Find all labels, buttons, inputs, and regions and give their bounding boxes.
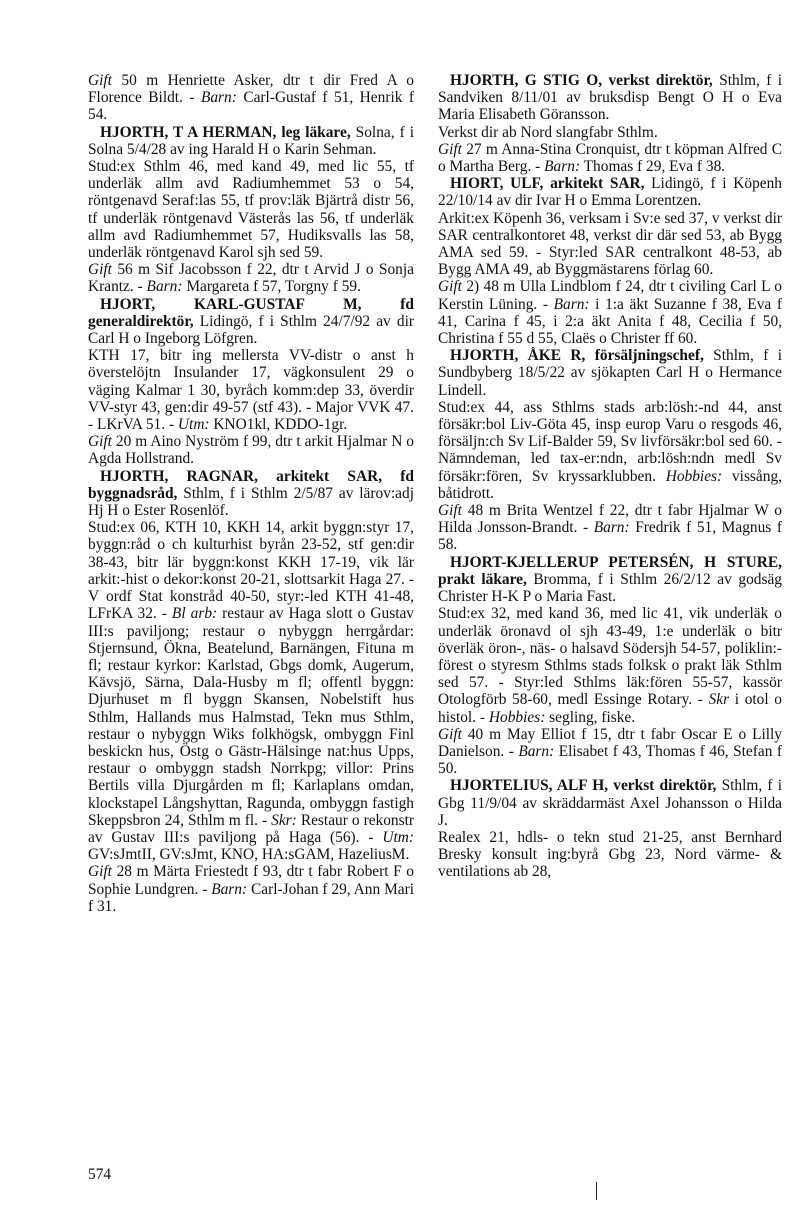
field-label: Barn: (593, 519, 630, 537)
entry-paragraph (88, 261, 414, 295)
entry-text: 48 m Brita Wentzel f 22, dtr t fabr Hjalmar W o Hilda Jonsson-Brandt. - (438, 502, 782, 537)
entry-name: HJORTH, G STIG O, verkst direktör, (450, 72, 713, 89)
entry-heading-paragraph (438, 72, 782, 124)
entry-text: i 1:a äkt Suzanne f 38, Eva f 41, Carina f 45, i 2:a äkt Anita f 48, Cecilia f 50, Christina f 55 d 55, Claës o Christer ff 60. (438, 295, 782, 348)
entry-name: HIORT, ULF, arkitekt SAR, (450, 175, 645, 193)
entry-paragraph (88, 158, 414, 261)
entry-text: Restaur o rekonstr av Gustav III:s paviljong på Haga (56). - (88, 811, 415, 846)
entry-heading-paragraph (438, 347, 782, 399)
entry-name: HJORTH, T A HERMAN, leg läkare, (100, 123, 351, 141)
entry-paragraph (438, 605, 782, 725)
field-label: Utm: (382, 828, 414, 846)
field-label: Gift (438, 725, 462, 743)
entry-text: 27 m Anna-Stina Cronquist, dtr t köpman Alfred C o Martha Berg. - (438, 140, 782, 176)
entry-text: Arkit:ex Köpenh 36, verksam i Sv:e sed 37, v verkst dir SAR centralkontoret 48, verkst dir där sed 53, ab Bygg AMA sed 59. - Styr:led SAR centralkont 48-53, ab Bygg AMA 49, ab Byggmästarens förlag 60. (438, 209, 782, 279)
entry-paragraph (438, 829, 782, 881)
entry-paragraph (88, 433, 414, 467)
entry-text: Bromma, f i Sthlm 26/2/12 av godsäg Christer H-K P o Maria Fast. (438, 570, 783, 606)
field-label: Hobbies: (665, 467, 723, 485)
entry-text: Realex 21, hdls- o tekn stud 21-25, anst Bernhard Bresky konsult ing:byrå Gbg 23, Nord värme- & ventilations ab 28, (438, 828, 782, 881)
entry-paragraph (438, 210, 782, 279)
entry-text: Lidingö, f i Köpenh 22/10/14 av dir Ivar H o Emma Lorentzen. (438, 175, 782, 210)
field-label: Barn: (211, 880, 248, 898)
entry-text: i otol o histol. - (438, 691, 782, 726)
entry-heading-paragraph (438, 554, 782, 606)
entry-paragraph (88, 72, 414, 124)
field-label: Gift (88, 863, 112, 881)
entry-name: HJORTH, ÅKE R, försäljningschef, (450, 347, 704, 365)
entry-paragraph (438, 399, 782, 502)
entry-text: 56 m Sif Jacobsson f 22, dtr t Arvid J o Sonja Krantz. - (88, 261, 414, 296)
field-label: Barn: (553, 295, 590, 313)
entry-text: Stud:ex 32, med kand 36, med lic 41, vik underläk o underläk öronavd ol sjh 43-49, 1:e underläk o bitr överläk öron-, näs- o halsavd Södersjh 54-57, poliklin:-förest o styresm Sthlms stads folksk o prakt läk Sthlm sed 57. - Styr:led Sthlms läk:fören 55-57, kassör Otologförb 58-60, medl Essinge Rotary. - (438, 605, 782, 709)
field-label: Gift (88, 72, 112, 89)
field-label: Barn: (146, 278, 183, 296)
entry-paragraph (438, 141, 782, 175)
entry-paragraph (88, 347, 414, 433)
entry-name: HJORT-KJELLERUP PETERSÉN, H STURE, prakt läkare, (438, 553, 782, 588)
entry-text: Carl-Johan f 29, Ann Mari f 31. (88, 880, 414, 915)
entry-text: Fredrik f 51, Magnus f 58. (438, 519, 782, 554)
entry-text: KNO1kl, KDDO-1gr. (209, 416, 348, 434)
entry-text: Margareta f 57, Torgny f 59. (182, 278, 361, 296)
entry-text: 40 m May Elliot f 15, dtr t fabr Oscar E o Lilly Danielson. - (438, 725, 782, 760)
margin-rule (596, 1182, 597, 1200)
entry-text: Sthlm, f i Sandviken 8/11/01 av bruksdisp Bengt O H o Eva Maria Elisabeth Göransson. (438, 72, 782, 124)
field-label: Utm: (177, 416, 210, 434)
entry-text: Elisabet f 43, Thomas f 46, Stefan f 50. (438, 742, 782, 778)
entry-heading-paragraph (88, 296, 414, 348)
entry-text: 20 m Aino Nyström f 99, dtr t arkit Hjalmar N o Agda Hollstrand. (88, 433, 414, 468)
entry-name: HJORTELIUS, ALF H, verkst direktör, (450, 777, 717, 795)
page-number: 574 (88, 1166, 112, 1183)
left-column (88, 72, 414, 915)
entry-text: Solna, f i Solna 5/4/28 av ing Harald H o Karin Sehman. (88, 123, 414, 158)
right-column (438, 72, 782, 881)
field-label: Barn: (518, 742, 555, 760)
field-label: Barn: (544, 158, 581, 176)
field-label: Gift (88, 433, 112, 451)
entry-text: GV:sJmtII, GV:sJmt, KNO, HA:sGAM, HazeliusM. (88, 846, 410, 864)
entry-heading-paragraph (88, 124, 414, 158)
entry-text: Verkst dir ab Nord slangfabr Sthlm. (438, 123, 658, 141)
entry-text: KTH 17, bitr ing mellersta VV-distr o anst h överstelöjtn Insulander 17, vägkonsulent 29 o väging Kalmar 1 30, byråch komm:dep 33, överdir VV-styr 43, gen:dir 49-57 (stf 43). - Major VVK 47. - LKrVA 51. - (88, 347, 414, 434)
field-label: Bl arb: (171, 605, 218, 623)
entry-text: 2) 48 m Ulla Lindblom f 24, dtr t civiling Carl L o Kerstin Lüning. - (438, 278, 782, 313)
entry-text: vissång, båtidrott. (438, 467, 782, 502)
field-label: Skr (708, 691, 730, 709)
entry-heading-paragraph (88, 468, 414, 520)
field-label: Barn: (200, 89, 237, 107)
field-label: Skr: (271, 811, 297, 829)
entry-text: Sthlm, f i Sthlm 2/5/87 av lärov:adj Hj H o Ester Rosenlöf. (88, 484, 414, 520)
field-label: Gift (438, 278, 462, 296)
entry-name: HJORTH, RAGNAR, arkitekt SAR, fd byggnadsråd, (88, 467, 414, 502)
entry-name: HJORT, KARL-GUSTAF M, fd generaldirektör, (88, 295, 414, 330)
entry-text: Sthlm, f i Gbg 11/9/04 av skräddarmäst Axel Johansson o Hilda J. (438, 777, 782, 829)
entry-text: Stud:ex 06, KTH 10, KKH 14, arkit byggn:styr 17, byggn:råd o ch kulturhist byrån 23-52, stf gen:dir 38-43, bitr lär byggn:konst KKH 17-19, vik lär arkit:-hist o dekor:konst 20-21, slottsarkit Haga 27. - V ordf Stat konstråd 40-50, styr:-led KTH 41-48, LFrKA 32. - (88, 519, 414, 623)
entry-text: Lidingö, f i Sthlm 24/7/92 av dir Carl H o Ingeborg Löfgren. (88, 312, 414, 348)
entry-text: 50 m Henriette Asker, dtr t dir Fred A o Florence Bildt. - (88, 72, 414, 107)
entry-text: segling, fiske. (545, 708, 636, 726)
field-label: Gift (88, 261, 112, 279)
entry-paragraph (438, 726, 782, 778)
field-label: Hobbies: (488, 708, 546, 726)
field-label: Gift (438, 502, 462, 520)
entry-heading-paragraph (438, 175, 782, 209)
entry-paragraph (438, 124, 782, 141)
entry-text: Sthlm, f i Sundbyberg 18/5/22 av sjökapten Carl H o Hermance Lindell. (438, 347, 782, 399)
field-label: Gift (438, 140, 462, 158)
entry-heading-paragraph (438, 777, 782, 829)
entry-paragraph (88, 519, 414, 863)
entry-text: Carl-Gustaf f 51, Henrik f 54. (88, 89, 414, 124)
entry-paragraph (88, 863, 414, 915)
entry-paragraph (438, 502, 782, 554)
entry-text: restaur av Haga slott o Gustav III:s paviljong; restaur o nybyggn herrgårdar: Stjernsund, Ökna, Beatelund, Barnängen, Fituna m fl; restaur kyrkor: Karlstad, Gbgs domk, Augerum, Kävsjö, Särna, Dala-Husby m fl; offentl byggn: Djurhuset m fl byggn Skansen, Nobelstift hus Sthlm, Hallands mus Halmstad, Tekn mus Sthlm, restaur o nybyggn Wiks folkhögsk, ombyggn Finl beskickn hus, Östg o Gästr-Hälsinge nat:hus Upps, restaur o ombyggn stadsh Norrkpg; villor: Prins Bertils villa Djurgården m fl; Karlaplans omdan, klockstapel Långshyttan, Ragunda, ombyggn fastigh Skeppsbron 24, Sthlm m fl. - (88, 605, 414, 829)
entry-text: Stud:ex 44, ass Sthlms stads arb:lösh:-nd 44, anst försäkr:bol Liv-Göta 45, insp europ Varu o resgods 46, försäljn:ch Sv Lif-Balder 59, Sv livförsäkr:bol sed 60. - Nämndeman, led tax-er:ndn, arb:lösh:ndn medl Sv försäkr:fören, Sv kryssarklubben. (438, 398, 782, 485)
entry-text: Stud:ex Sthlm 46, med kand 49, med lic 55, tf underläk allm avd Radiumhemmet 53 o 54, röntgenavd Seraf:las 55, tf prov:läk Bjärtrå distr 56, tf underläk röntgenavd Västerås las 56, tf underläk allm avd Radiumhemmet 57, Hudiksvalls las 58, underläk röntgenavd Karol sjh sed 59. (88, 158, 414, 262)
entry-text: Thomas f 29, Eva f 38. (580, 158, 726, 176)
entry-text: 28 m Märta Friestedt f 93, dtr t fabr Robert F o Sophie Lundgren. - (88, 863, 414, 898)
entry-paragraph (438, 278, 782, 347)
